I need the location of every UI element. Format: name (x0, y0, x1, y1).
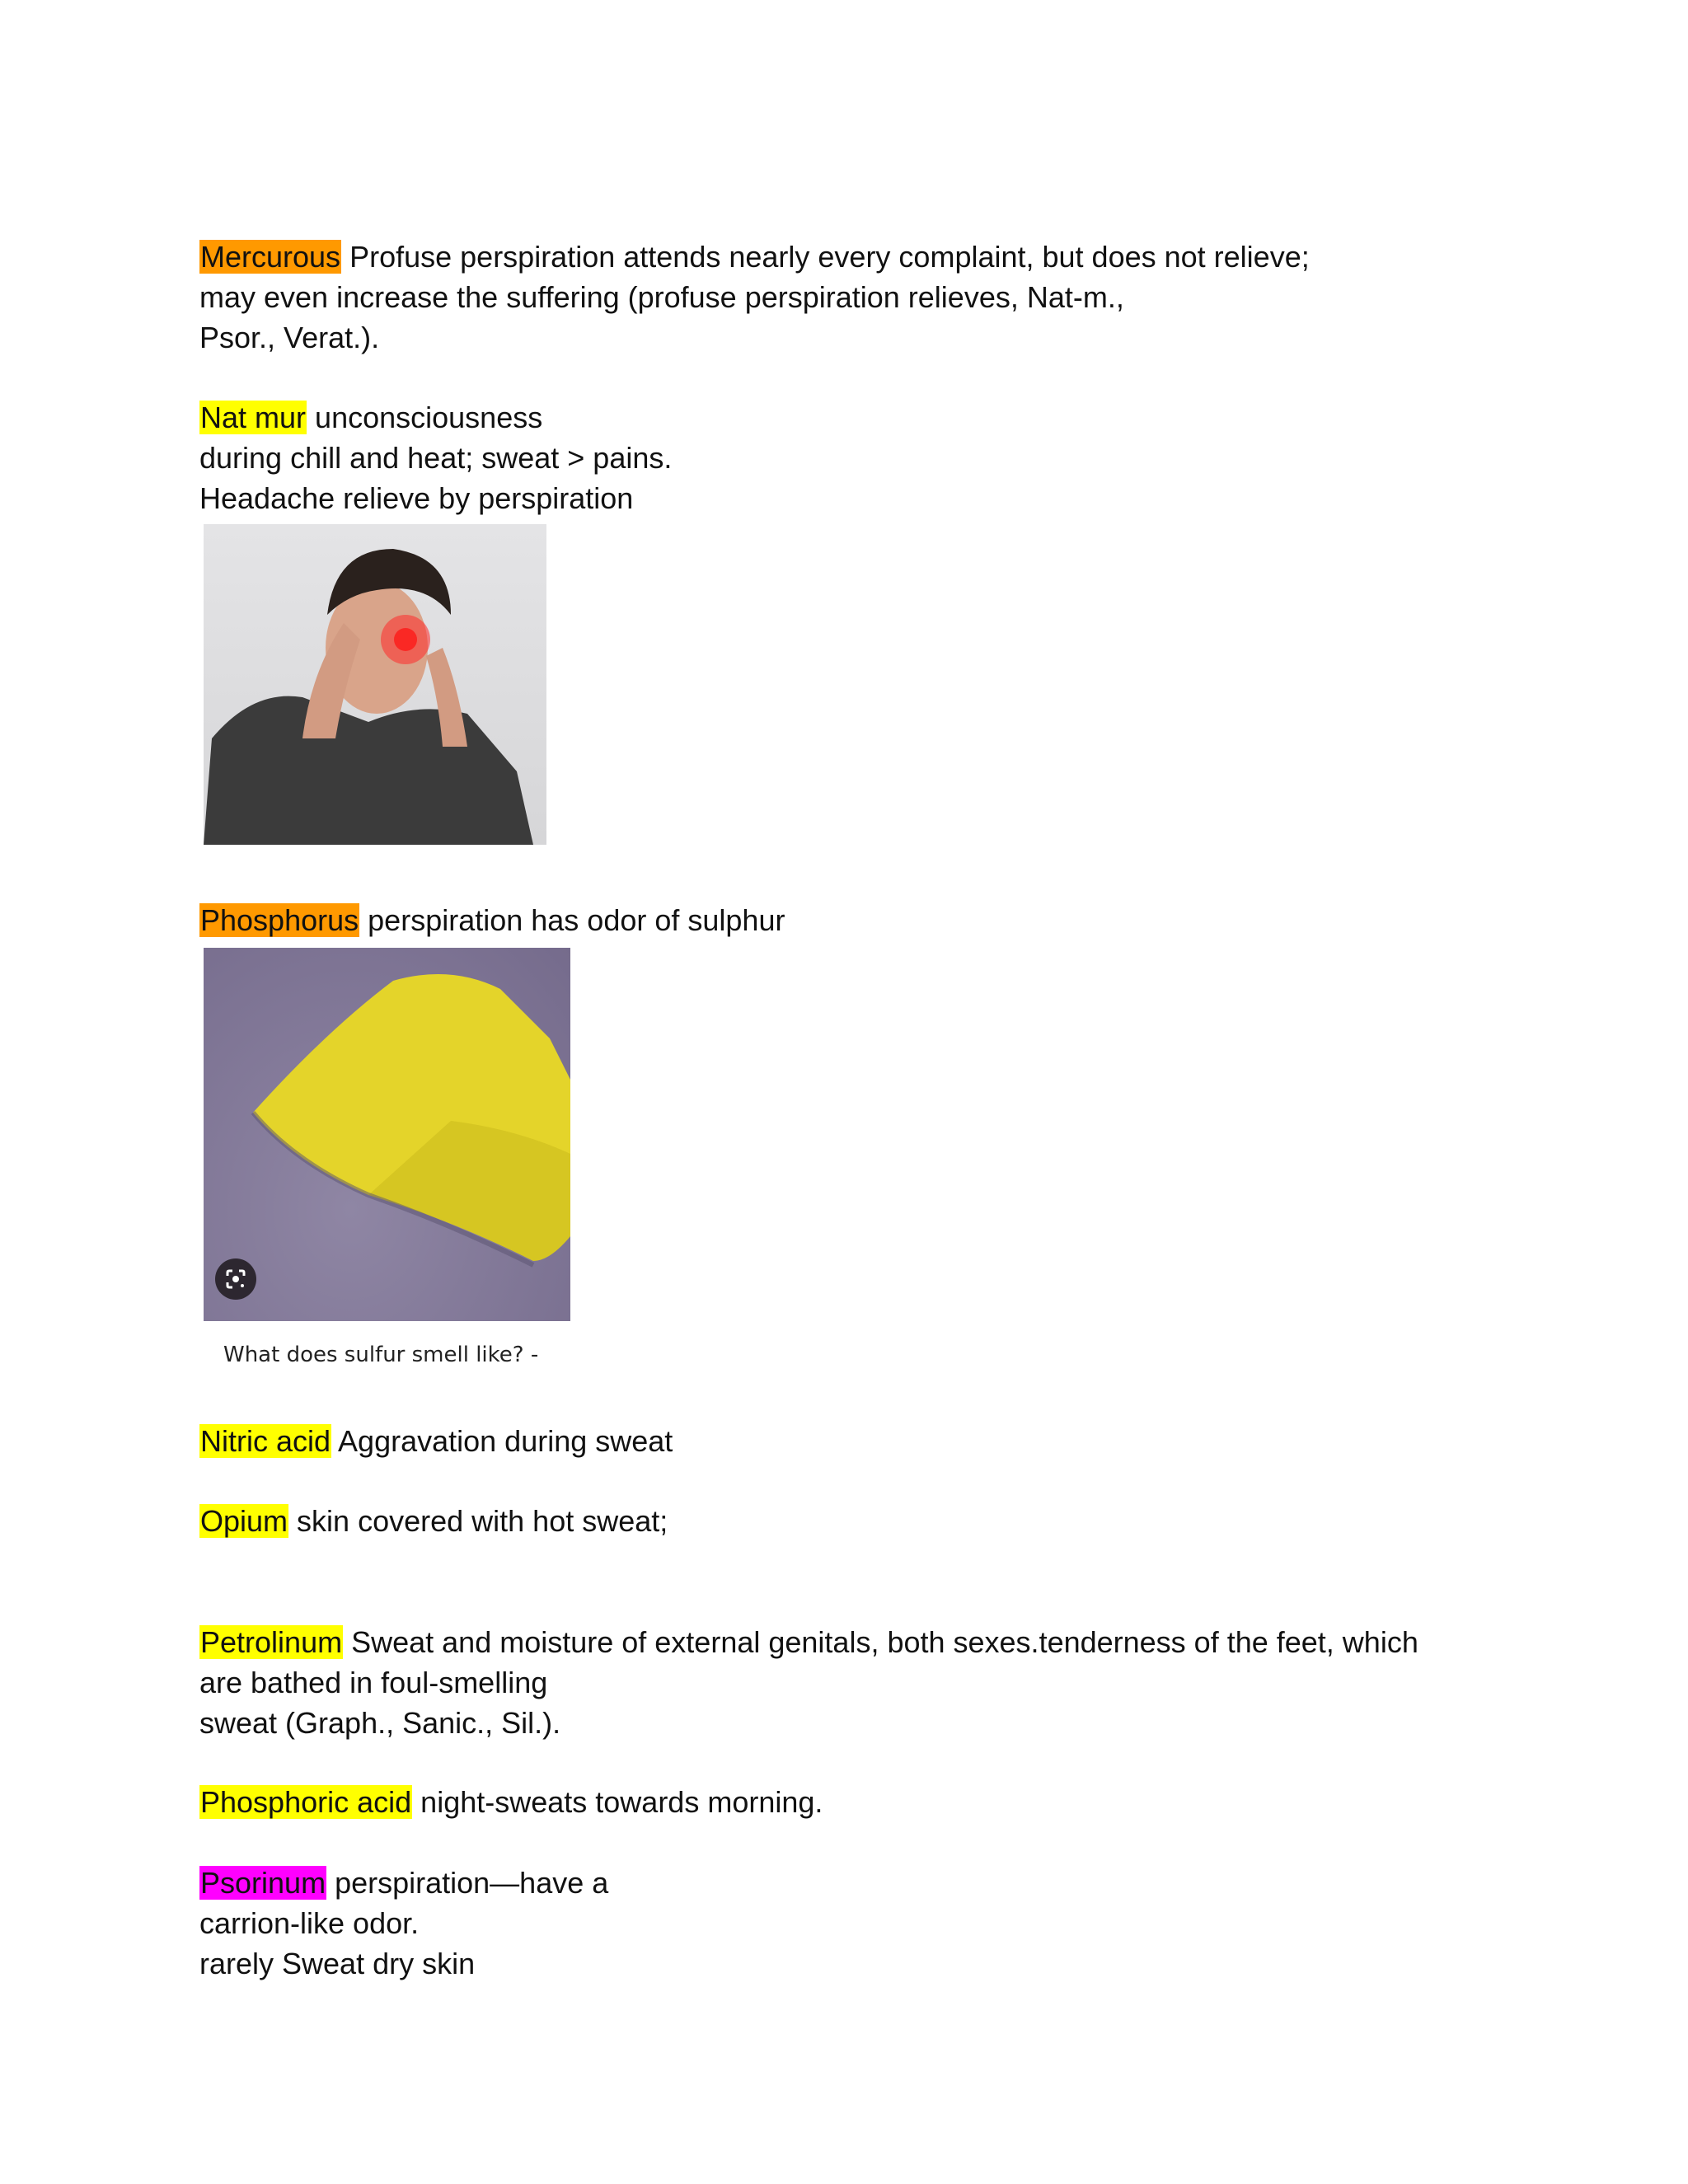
remedy-highlight: Psorinum (200, 1866, 326, 1900)
sulfur-image (204, 948, 570, 1321)
entry-nat-mur (199, 397, 672, 518)
remedy-highlight: Nitric acid (200, 1424, 331, 1458)
entry-psorinum (199, 1863, 608, 1984)
entry-text: Aggravation during sweat (338, 1424, 673, 1458)
entry-text: perspiration—have a (335, 1866, 609, 1900)
entry-text: carrion-like odor. (199, 1906, 420, 1940)
entry-phosphorus (199, 900, 785, 940)
entry-text: skin covered with hot sweat; (297, 1504, 668, 1538)
entry-text: Sweat and moisture of external genitals, both sexes.tenderness of the feet, which (351, 1625, 1418, 1659)
entry-mercurous (199, 237, 1310, 358)
entry-text: sweat (Graph., Sanic., Sil.). (199, 1706, 561, 1740)
entry-text: rarely Sweat dry skin (199, 1947, 476, 1980)
entry-opium (199, 1501, 668, 1541)
entry-nitric-acid (199, 1421, 673, 1461)
entry-text: Psor., Verat.). (199, 321, 380, 354)
headache-image (204, 524, 546, 845)
remedy-highlight: Phosphoric acid (200, 1785, 412, 1819)
google-lens-icon[interactable] (215, 1258, 256, 1300)
entry-text: Headache relieve by perspiration (199, 481, 634, 515)
entry-text: Profuse perspiration attends nearly every complaint, but does not relieve; (349, 240, 1310, 274)
remedy-highlight: Opium (200, 1504, 288, 1538)
entry-phosphoric-acid (199, 1782, 823, 1822)
remedy-highlight: Phosphorus (200, 903, 359, 937)
entry-text: may even increase the suffering (profuse perspiration relieves, Nat-m., (199, 280, 1124, 314)
entry-text: during chill and heat; sweat > pains. (199, 441, 673, 475)
entry-text: are bathed in foul-smelling (199, 1666, 548, 1699)
remedy-highlight: Petrolinum (200, 1625, 343, 1659)
entry-text: perspiration has odor of sulphur (368, 903, 785, 937)
entry-text: night-sweats towards morning. (420, 1785, 823, 1819)
remedy-highlight: Nat mur (200, 401, 307, 434)
entry-text: unconsciousness (315, 401, 543, 434)
entry-petrolinum (199, 1622, 1418, 1743)
remedy-highlight: Mercurous (200, 240, 341, 274)
image-caption[interactable]: What does sulfur smell like? - (223, 1343, 539, 1367)
